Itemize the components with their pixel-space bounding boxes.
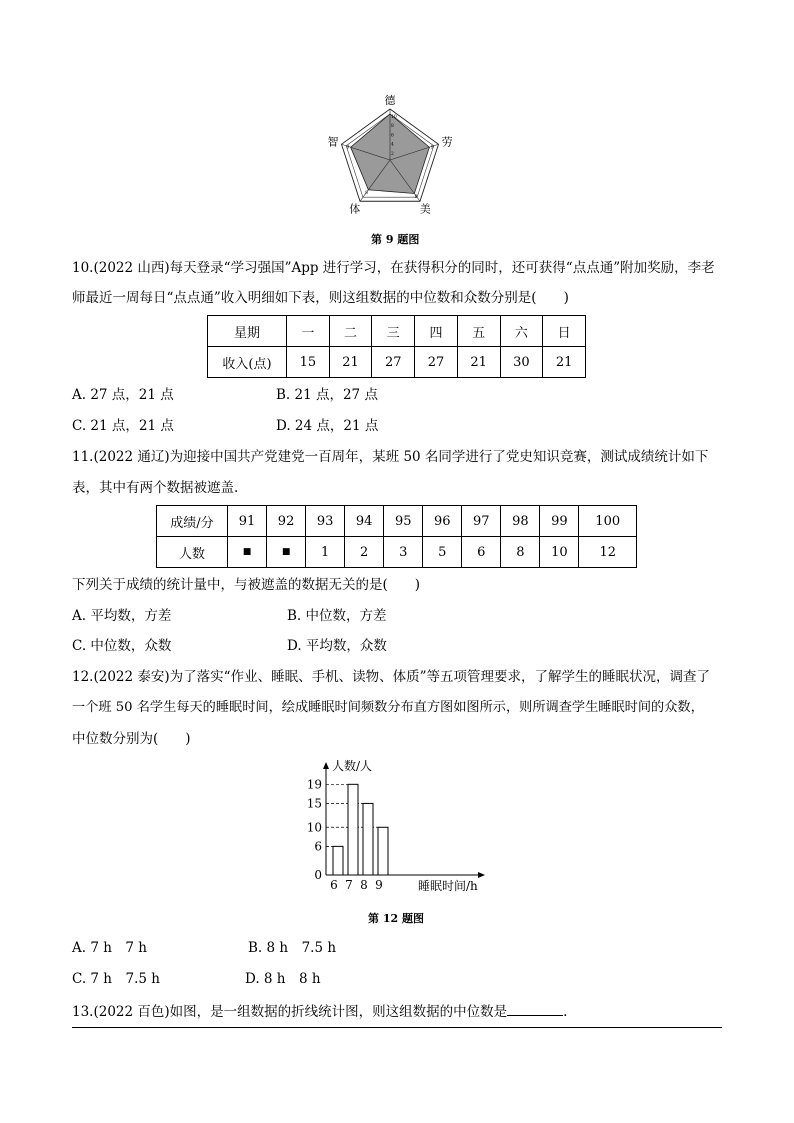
- radar-ring-label: 4: [391, 142, 394, 148]
- q12-option-a: A. 7 h 7 h: [72, 940, 147, 956]
- x-tick-label: 7: [345, 878, 353, 892]
- figure-9-caption: 第 9 题图: [371, 233, 420, 246]
- radar-value-label: 8: [365, 191, 369, 197]
- q12-text-1: 为了落实“作业、睡眠、手机、读物、体质”等五项管理要求，了解学生的睡眠状况，调查了: [169, 669, 710, 685]
- y-tick-label: 0: [314, 868, 322, 882]
- q11-count: 12: [579, 537, 637, 568]
- histogram-axes: [323, 762, 485, 878]
- q11-source: (2022 通辽): [93, 449, 170, 465]
- q10-source: (2022 山西): [93, 260, 170, 276]
- q13-line: [72, 1001, 567, 1022]
- radar-chart: [327, 94, 453, 220]
- q12-option-d: D. 8 h 8 h: [245, 971, 321, 987]
- q11-count: 10: [540, 537, 579, 568]
- q10-line2: 师最近一周每日“点点通”收入明细如下表，则这组数据的中位数和众数分别是( ): [72, 290, 569, 306]
- q10-row-label: 收入(点): [208, 347, 287, 378]
- q10-day: 日: [543, 316, 586, 347]
- q11-text-1: 为迎接中国共产党建党一百周年，某班 50 名同学进行了党史知识竞赛，测试成绩统计如下: [169, 449, 709, 465]
- q11-score: 94: [345, 506, 384, 537]
- q10-day: 二: [329, 316, 372, 347]
- q10-day: 四: [415, 316, 458, 347]
- q11-option-d: D. 平均数，众数: [287, 638, 387, 654]
- q11-option-c: C. 中位数，众数: [72, 638, 172, 654]
- q10-table-head: 星期: [208, 316, 287, 347]
- radar-ring-label: 10: [391, 115, 397, 120]
- q12-source: (2022 泰安): [93, 669, 170, 685]
- radar-axis-label: 美: [419, 202, 431, 216]
- histogram-bar: [378, 827, 388, 875]
- x-tick-label: 9: [375, 878, 383, 892]
- q10-day: 五: [457, 316, 500, 347]
- q13-text: 如图，是一组数据的折线统计图，则这组数据的中位数是: [169, 1004, 508, 1020]
- q10-option-b: B. 21 点，27 点: [276, 387, 378, 403]
- q10-option-a: A. 27 点，21 点: [72, 387, 174, 403]
- x-axis-arrow: [478, 872, 485, 878]
- q10-value: 21: [543, 347, 586, 378]
- page-bottom-rule: [72, 1027, 722, 1028]
- q10-value: 15: [287, 347, 330, 378]
- q13-source: (2022 百色): [93, 1004, 170, 1020]
- q13-answer-blank: [507, 1001, 563, 1016]
- q10-day: 六: [500, 316, 543, 347]
- q11-count-covered: ■: [267, 537, 306, 568]
- y-tick-label: 19: [306, 777, 322, 792]
- q10-value: 27: [415, 347, 458, 378]
- histogram-bar: [363, 803, 373, 875]
- q11-table-head: 成绩/分: [157, 506, 228, 537]
- q11-option-b: B. 中位数，方差: [287, 608, 387, 624]
- q12-line3: 中位数分别为( ): [72, 731, 191, 747]
- q11-score: 91: [228, 506, 267, 537]
- q11-count: 3: [384, 537, 423, 568]
- q12-option-b: B. 8 h 7.5 h: [248, 940, 337, 956]
- q10-number: 10.: [72, 260, 94, 276]
- q11-score: 93: [306, 506, 345, 537]
- q10-option-d: D. 24 点，21 点: [276, 418, 379, 434]
- histogram-bars: [333, 784, 388, 875]
- q12-option-c: C. 7 h 7.5 h: [72, 971, 160, 987]
- y-tick-label: 15: [306, 796, 322, 811]
- x-tick-label: 8: [360, 878, 368, 892]
- q11-line2: 表，其中有两个数据被遮盖.: [72, 480, 239, 496]
- radar-ring-label: 2: [391, 151, 394, 157]
- radar-value-label: 9: [346, 145, 350, 151]
- radar-axis-label: 智: [327, 135, 339, 149]
- q11-count: 5: [423, 537, 462, 568]
- q11-row-label: 人数: [157, 537, 228, 568]
- radar-axis-label: 德: [384, 94, 396, 107]
- radar-value-label: 9: [414, 194, 418, 200]
- q10-value: 30: [500, 347, 543, 378]
- radar-ring-label: 6: [391, 133, 394, 139]
- q10-value: 21: [457, 347, 500, 378]
- q11-question: 下列关于成绩的统计量中，与被遮盖的数据无关的是( ): [72, 577, 421, 593]
- q11-score: 95: [384, 506, 423, 537]
- q11-count: 6: [462, 537, 501, 568]
- q11-score: 99: [540, 506, 579, 537]
- q10-option-c: C. 21 点，21 点: [72, 418, 174, 434]
- q12-line1: [72, 667, 710, 687]
- q11-line1: [72, 447, 708, 467]
- histogram-bar: [348, 784, 358, 875]
- q11-score: 96: [423, 506, 462, 537]
- q13-number: 13.: [72, 1004, 94, 1020]
- x-axis-label: 睡眠时间/h: [418, 879, 478, 893]
- q10-table-row-days: [208, 316, 586, 347]
- x-tick-label: 6: [330, 878, 338, 892]
- q11-count: 1: [306, 537, 345, 568]
- y-axis-arrow: [323, 762, 329, 769]
- q11-table: [156, 505, 637, 568]
- q11-count-covered: ■: [228, 537, 267, 568]
- figure-12-caption: 第 12 题图: [368, 912, 424, 925]
- q10-table: [207, 315, 586, 378]
- q11-option-a: A. 平均数，方差: [72, 608, 172, 624]
- q11-table-row-counts: [157, 537, 637, 568]
- q12-number: 12.: [72, 669, 94, 685]
- y-tick-label: 6: [314, 839, 322, 854]
- q11-table-row-scores: [157, 506, 637, 537]
- q11-score: 92: [267, 506, 306, 537]
- y-axis-label: 人数/人: [332, 759, 373, 773]
- q12-line2: 一个班 50 名学生每天的睡眠时间，绘成睡眠时间频数分布直方图如图所示，则所调查学生睡眠时间的众数，: [72, 700, 704, 715]
- q13-end: .: [563, 1004, 568, 1020]
- q11-number: 11.: [72, 449, 94, 465]
- radar-axis-label: 劳: [441, 135, 453, 149]
- q11-score: 100: [579, 506, 637, 537]
- q10-text-1: 每天登录“学习强国”App 进行学习，在获得积分的同时，还可获得“点点通”附加奖励，李老: [169, 260, 715, 276]
- q10-day: 一: [287, 316, 330, 347]
- histogram-chart: [296, 758, 506, 898]
- q11-score: 97: [462, 506, 501, 537]
- q10-value: 27: [372, 347, 415, 378]
- q10-line1: [72, 258, 715, 278]
- q11-count: 2: [345, 537, 384, 568]
- radar-value-label: 9: [430, 145, 434, 151]
- radar-axis-label: 体: [349, 202, 361, 216]
- radar-ring-label: 8: [391, 124, 394, 130]
- q11-count: 8: [501, 537, 540, 568]
- y-tick-label: 10: [306, 820, 322, 835]
- q11-score: 98: [501, 506, 540, 537]
- q10-value: 21: [329, 347, 372, 378]
- q10-table-row-values: [208, 347, 586, 378]
- histogram-bar: [333, 846, 343, 875]
- q10-day: 三: [372, 316, 415, 347]
